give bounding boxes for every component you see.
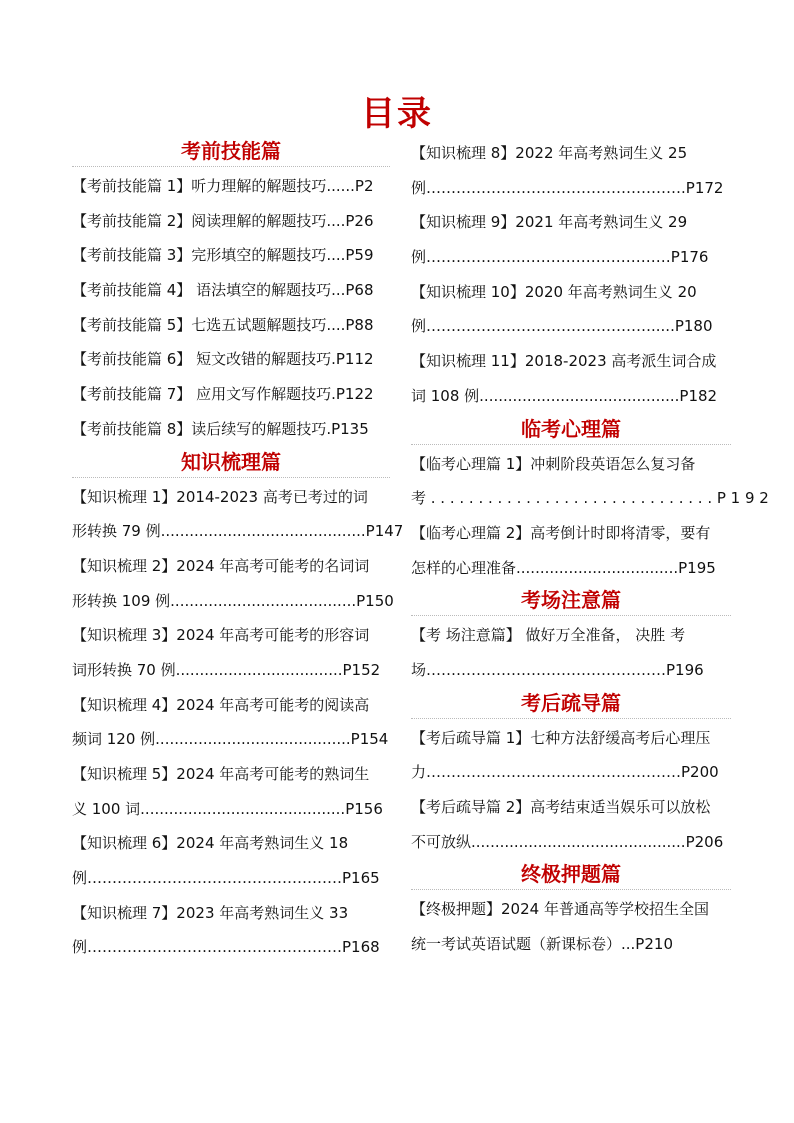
toc-entry[interactable]: 【考前技能篇 3】完形填空的解题技巧....P59 [72, 246, 374, 265]
section-heading-after-exam: 考后疏导篇 [411, 688, 731, 719]
toc-entry[interactable]: 【考前技能篇 7】 应用文写作解题技巧.P122 [72, 385, 374, 404]
toc-entry-line: 例…………………………………………….P172 [411, 178, 724, 197]
toc-entry-line: 形转换 79 例...........................................P147 [72, 522, 404, 541]
toc-entry-line: 【知识梳理 8】2022 年高考熟词生义 25 [411, 144, 688, 162]
toc-entry-line: 【知识梳理 6】2024 年高考熟词生义 18 [72, 834, 349, 853]
section-heading-knowledge: 知识梳理篇 [72, 447, 390, 478]
page-title: 目录 [361, 94, 433, 134]
toc-entry[interactable] [411, 790, 731, 859]
toc-entry[interactable] [411, 618, 731, 687]
toc-entry-line: 例……………………………………………P165 [72, 869, 380, 888]
toc-entry-line: 场…………………………………………P196 [411, 660, 704, 679]
toc-entry-line: 【终极押题】2024 年普通高等学校招生全国 [411, 900, 709, 919]
toc-entry[interactable]: 【考前技能篇 2】阅读理解的解题技巧....P26 [72, 211, 374, 230]
toc-entry-line: 【知识梳理 2】2024 年高考可能考的名词词 [72, 556, 370, 575]
toc-entry-line: 词形转换 70 例...................................P152 [72, 660, 381, 679]
toc-entry[interactable] [72, 826, 390, 895]
toc-right-column [411, 136, 769, 962]
toc-entry[interactable] [411, 136, 731, 205]
toc-entry-line: 频词 120 例.........................................P154 [72, 730, 389, 749]
toc-entry-line: 义 100 词...........................................P156 [72, 799, 383, 818]
toc-entry-line: 【考 场注意篇】 做好万全准备， 决胜 考 [411, 626, 686, 645]
toc-entry-line: 【临考心理篇 1】冲刺阶段英语怎么复习备 [411, 454, 696, 473]
toc-entry-line: 【临考心理篇 2】高考倒计时即将清零，要有 [411, 523, 711, 542]
toc-entry[interactable]: 【考前技能篇 6】 短文改错的解题技巧.P112 [72, 350, 374, 369]
toc-entry[interactable] [411, 205, 731, 274]
toc-entry-line: 【知识梳理 11】2018-2023 高考派生词合成 [411, 352, 717, 371]
toc-entry[interactable] [411, 721, 731, 790]
toc-entry[interactable] [72, 549, 394, 618]
toc-entry-line: 统一考试英语试题（新课标卷）...P210 [411, 935, 673, 954]
toc-entry-line: 【考后疏导篇 1】七种方法舒缓高考后心理压 [411, 728, 711, 747]
toc-entry[interactable] [411, 516, 731, 585]
toc-entry-line: 例……………………………………………P168 [72, 938, 380, 957]
section-heading-psychology: 临考心理篇 [411, 414, 731, 445]
toc-entry[interactable] [72, 896, 390, 965]
toc-entry-line: 形转换 109 例.......................................P150 [72, 591, 394, 610]
toc-entry-line: 【考后疏导篇 2】高考结束适当娱乐可以放松 [411, 798, 711, 816]
toc-entry-line: 例……………….…………………………P176 [411, 248, 709, 267]
toc-entry-line: 【知识梳理 10】2020 年高考熟词生义 20 [411, 282, 697, 301]
toc-entry-line: 【知识梳理 1】2014-2023 高考已考过的词 [72, 487, 368, 506]
toc-left-column [72, 136, 404, 965]
toc-entry[interactable] [72, 757, 390, 826]
toc-entry[interactable]: 【考前技能篇 5】七选五试题解题技巧....P88 [72, 315, 374, 334]
toc-entry-line: 【知识梳理 7】2023 年高考熟词生义 33 [72, 903, 349, 922]
toc-entry-line: 【知识梳理 9】2021 年高考熟词生义 29 [411, 213, 688, 232]
section-heading-exam-notes: 考场注意篇 [411, 585, 731, 616]
toc-entry-line: 【知识梳理 4】2024 年高考可能考的阅读高 [72, 695, 370, 714]
toc-entry[interactable] [411, 344, 731, 413]
toc-entry[interactable] [72, 688, 390, 757]
section-heading-skills: 考前技能篇 [72, 136, 390, 167]
toc-entry-line: 怎样的心理准备..................................P195 [411, 558, 716, 577]
toc-entry-line: 【知识梳理 5】2024 年高考可能考的熟词生 [72, 765, 370, 783]
toc-entry[interactable]: 【考前技能篇 1】听力理解的解题技巧......P2 [72, 177, 374, 195]
toc-entry[interactable] [411, 892, 731, 961]
toc-entry-line: 例……………………………………….....P180 [411, 317, 713, 336]
toc-entry[interactable]: 【考前技能篇 4】 语法填空的解题技巧...P68 [72, 281, 374, 300]
toc-entry-line: 力……………………………………………P200 [411, 763, 719, 782]
toc-entry-line: 不可放纵.............................................P206 [411, 832, 724, 851]
toc-entry-line: 【知识梳理 3】2024 年高考可能考的形容词 [72, 626, 370, 645]
toc-entry[interactable] [411, 447, 769, 516]
toc-entry[interactable] [72, 480, 404, 549]
section-heading-final: 终极押题篇 [411, 859, 731, 890]
toc-entry-line: 词 108 例..........................................P182 [411, 386, 718, 405]
toc-entry[interactable] [72, 618, 390, 687]
toc-entry[interactable] [411, 275, 731, 344]
toc-entry-line: 考 . . . . . . . . . . . . . . . . . . . . . . . . . . . . . . P 1 9 2 [411, 489, 769, 508]
toc-entry[interactable]: 【考前技能篇 8】读后续写的解题技巧.P135 [72, 419, 369, 438]
